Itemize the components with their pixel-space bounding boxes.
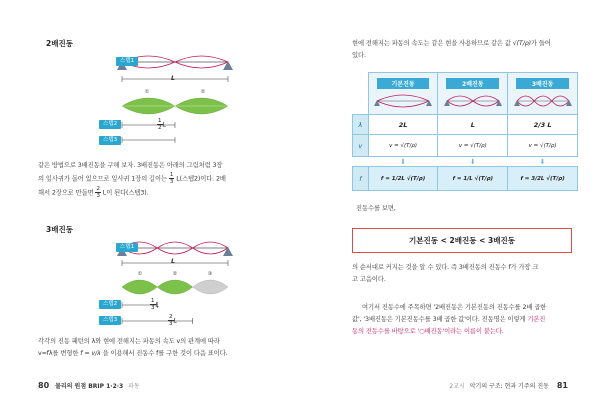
lambda-fundamental: 2L [368,115,438,135]
half-length-label: $\frac{1}{2}$ L [158,118,167,131]
lambda-2nd: L [438,115,508,135]
paragraph-4: 여기서 진동수에 주목하면 '2배진동은 기본진동의 진동수를 2배 곱한 값', '3배진동은 기본진동수를 3배 곱한 값'이다. 진동명은 이렇게 기본진 동의 진동수를 바탕으로 '○배진동'이라는 이름이 붙는다. [352,304,547,335]
row-label-f: f [353,167,369,191]
v-2nd: v = √(T/ρ) [438,135,508,157]
book-title: 물리의 원점 BRIP 1·2·3 [55,383,124,390]
conclusion-box: 기본진동 < 2배진동 < 3배진동 [352,228,572,253]
right-page [300,0,600,412]
length-label: L [171,258,175,265]
left-footer [38,381,140,390]
arrow-down-icon: ⬇ [469,157,476,166]
leaf-1 [122,280,157,294]
leaf-number-1: ① [137,271,143,277]
leaf-number-1: ① [144,89,150,95]
leaf-number-3: ③ [207,271,213,277]
3rd-wave-icon [513,91,573,109]
chapter-label: 2교시 [449,383,465,390]
intro-paragraph: 현에 전해지는 파동의 속도는 같은 현을 사용하므로 같은 값 √(T/ρ)가 들어 있다. [352,40,551,59]
f-3rd: f = 3/2L √(T/ρ) [508,167,578,191]
2nd-wave-icon [443,91,503,109]
step3-chip: 스텝3 [99,136,121,145]
harmonic-comparison-table [352,72,578,191]
f-2nd: f = 1/L √(T/ρ) [438,167,508,191]
header-3rd: 3배진동 [508,73,578,115]
leaf-2 [157,280,192,294]
paragraph-3: 의 순서대로 커지는 것을 알 수 있다. 즉 3배진동의 진동수 f가 가장 크 고 고음이다. [352,264,539,283]
paragraph-1: 같은 방법으로 3배진동을 구해 보자. 3배진동은 아래의 그림처럼 3장 의 잎사귀가 들어 있으므로 잎사귀 1장의 길이는 $\frac{1}{3}$ L(스텝2)이다. 2배 해서 2장으로 만들면 $\frac{2}{3}$ L이 된다(스텝3). [38,162,226,199]
step1-chip: 스텝1 [116,57,138,66]
step2-chip: 스텝2 [99,300,121,309]
leaf-number-2: ② [200,89,206,95]
heading-3rd-harmonic: 3배진동 [46,225,73,234]
after-table-text: 진동수를 보면, [356,205,396,212]
f-fundamental: f = 1/2L √(T/ρ) [368,167,438,191]
third-length-label: $\frac{1}{3}$ L [151,298,160,311]
row-label-v: v [353,135,369,157]
chapter-title: 악기의 구조: 현과 기주의 진동 [469,383,549,390]
header-2nd: 2배진동 [438,73,508,115]
heading-2nd-harmonic: 2배진동 [46,39,73,48]
step1-chip: 스텝1 [116,243,138,252]
page-number: 80 [38,381,50,390]
v-fundamental: v = √(T/ρ) [368,135,438,157]
row-label-lambda: λ [353,115,369,135]
lambda-3rd: 2/3 L [508,115,578,135]
step2-chip: 스텝2 [99,120,121,129]
header-fundamental: 기본진동 [368,73,438,115]
arrow-down-icon: ⬇ [400,157,407,166]
fundamental-wave-icon [373,91,433,109]
v-3rd: v = √(T/ρ) [508,135,578,157]
book-subtitle: 파동 [128,383,140,390]
arrow-down-icon: ⬇ [539,157,546,166]
two-third-length-label: $\frac{2}{3}$ L [169,314,178,327]
right-footer [449,381,568,390]
paragraph-2: 각각의 진동 패턴의 λ와 현에 전해지는 파동의 속도 v의 관계에 따라 v=fλ를 변형한 f = v/λ 을 이용해서 진동수 f를 구한 것이 다음 표이다. [38,338,228,357]
leaf-number-2: ② [172,271,178,277]
step3-chip: 스텝3 [99,316,121,325]
length-label: L [171,75,175,82]
leaf-3-faded [193,280,228,294]
page-number: 81 [556,381,568,390]
